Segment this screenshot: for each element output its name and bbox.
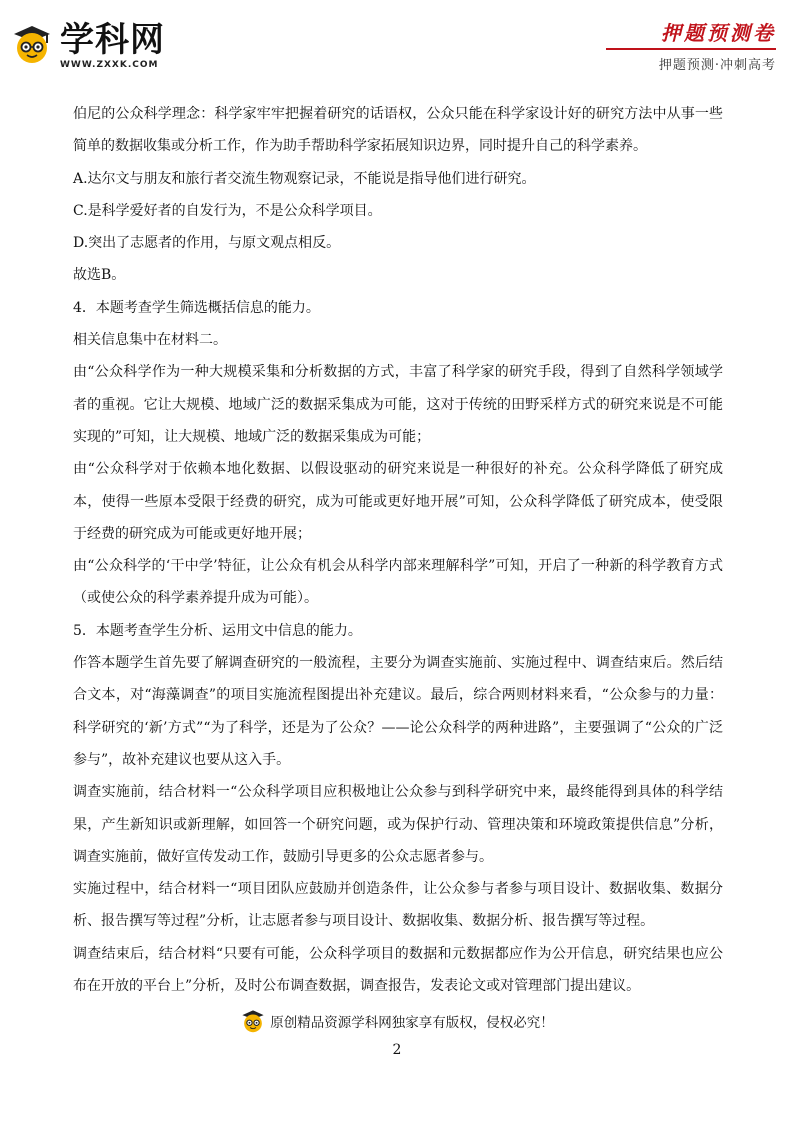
paragraph: 5．本题考查学生分析、运用文中信息的能力。 (73, 622, 362, 639)
document-body (73, 98, 723, 1002)
paragraph: 作答本题学生首先要了解调查研究的一般流程，主要分为调查实施前、实施过程中、调查结束后。然后结合文本，对“海藻调查”的项目实施流程图提出补充建议。最后，综合两则材料来看，“公众参与的力量：科学研究的‘新’方式”“为了科学，还是为了公众？——论公众科学的两种进路”，主要强调了“公众的广泛参与”，故补充建议也要从这入手。 (73, 655, 723, 768)
page-number: 2 (392, 1042, 402, 1058)
site-logo[interactable] (10, 18, 210, 78)
paragraph: 由“公众科学作为一种大规模采集和分析数据的方式，丰富了科学家的研究手段，得到了自然科学领域学者的重视。它让大规模、地域广泛的数据采集成为可能，这对于传统的田野采样方式的研究来说是不可能实现的”可知，让大规模、地域广泛的数据采集成为可能； (73, 364, 723, 445)
paragraph: 调查结束后，结合材料“只要有可能，公众科学项目的数据和元数据都应作为公开信息，研究结果也应公布在开放的平台上”分析，及时公布调查数据，调查报告，发表论文或对管理部门提出建议。 (73, 945, 723, 995)
paragraph: D.突出了志愿者的作用，与原文观点相反。 (73, 235, 341, 252)
logo-url: WWW.ZXXK.COM (60, 60, 159, 70)
paragraph: 由“公众科学对于依赖本地化数据、以假设驱动的研究来说是一种很好的补充。公众科学降低了研究成本，使得一些原本受限于经费的研究，成为可能或更好地开展”可知，公众科学降低了研究成本，使受限于经费的研究成为可能或更好地开展； (73, 461, 723, 542)
badge-divider (606, 48, 776, 50)
paragraph: 故选B。 (73, 267, 126, 284)
page-footer (0, 1008, 794, 1038)
badge-title: 押题预测卷 (661, 21, 776, 45)
page-header (0, 0, 794, 90)
exam-badge (606, 20, 776, 73)
copyright-notice: 原创精品资源学科网独家享有版权，侵权必究！ (270, 1015, 554, 1031)
paragraph: 实施过程中，结合材料一“项目团队应鼓励并创造条件，让公众参与者参与项目设计、数据收集、数据分析、报告撰写等过程”分析，让志愿者参与项目设计、数据收集、数据分析、报告撰写等过程。 (73, 881, 723, 930)
paragraph: 伯尼的公众科学理念：科学家牢牢把握着研究的话语权，公众只能在科学家设计好的研究方法中从事一些简单的数据收集或分析工作，作为助手帮助科学家拓展知识边界，同时提升自己的科学素养。 (73, 106, 723, 155)
paragraph: 由“公众科学的‘干中学’特征，让公众有机会从科学内部来理解科学”可知，开启了一种新的科学教育方式（或使公众的科学素养提升成为可能）。 (73, 558, 723, 607)
paragraph: 相关信息集中在材料二。 (73, 332, 227, 349)
paragraph: A.达尔文与朋友和旅行者交流生物观察记录，不能说是指导他们进行研究。 (73, 170, 536, 187)
graduate-face-icon (240, 1008, 266, 1034)
paragraph: 调查实施前，结合材料一“公众科学项目应积极地让公众参与到科学研究中来，最终能得到具体的科学结果，产生新知识或新理解，如回答一个研究问题，或为保护行动、管理决策和环境政策提供信息”分析，调查实施前，做好宣传发动工作，鼓励引导更多的公众志愿者参与。 (73, 784, 723, 865)
paragraph: 4．本题考查学生筛选概括信息的能力。 (73, 299, 320, 316)
badge-subtitle: 押题预测·冲刺高考 (658, 58, 776, 73)
paragraph: C.是科学爱好者的自发行为，不是公众科学项目。 (73, 202, 382, 219)
logo-text: 学科网 (60, 20, 165, 60)
graduate-face-icon (10, 22, 54, 66)
